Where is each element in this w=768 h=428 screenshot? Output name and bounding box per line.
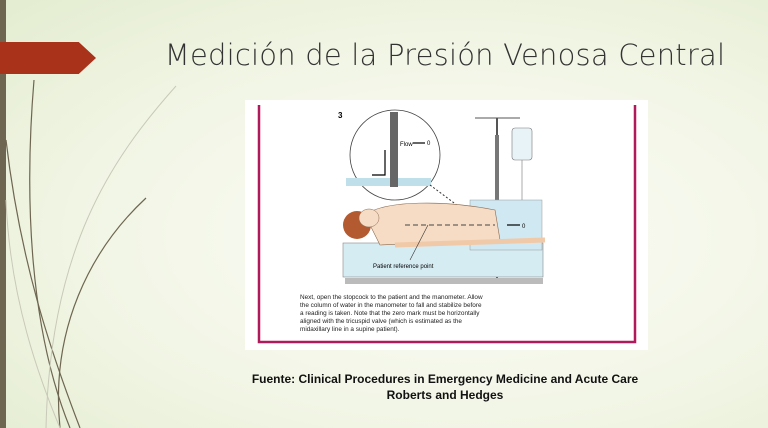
cvp-measurement-figure (245, 100, 648, 350)
figure-number: 3 (338, 111, 343, 120)
zero-label-main: 0 (522, 224, 526, 230)
caption-line: midaxillary line in a supine patient). (300, 326, 400, 333)
iv-bag (512, 128, 532, 160)
caption-line: a reading is taken. Note that the zero mark must be horizontally (300, 310, 480, 317)
bed-frame (345, 278, 543, 284)
caption-line: the column of water in the manometer to fall and stabilize before (300, 302, 482, 309)
slide-title: Medición de la Presión Venosa Central (164, 38, 726, 72)
patient-head (359, 209, 379, 227)
caption-line: Next, open the stopcock to the patient and the manometer. Allow (300, 294, 483, 301)
flow-label: Flow (400, 142, 413, 148)
reference-point-label: Patient reference point (373, 264, 434, 270)
inset-manometer (390, 112, 398, 187)
caption-line: aligned with the tricuspid valve (which is estimated as the (300, 318, 462, 325)
source-citation (200, 371, 690, 403)
title-arrow-shape (0, 42, 96, 74)
source-line-2: Roberts and Hedges (386, 388, 504, 402)
patient-body (365, 203, 500, 245)
zero-label-inset: 0 (427, 141, 431, 147)
inset-tubing (346, 178, 431, 186)
source-line-1: Fuente: Clinical Procedures in Emergency Medicine and Acute Care (251, 372, 639, 386)
